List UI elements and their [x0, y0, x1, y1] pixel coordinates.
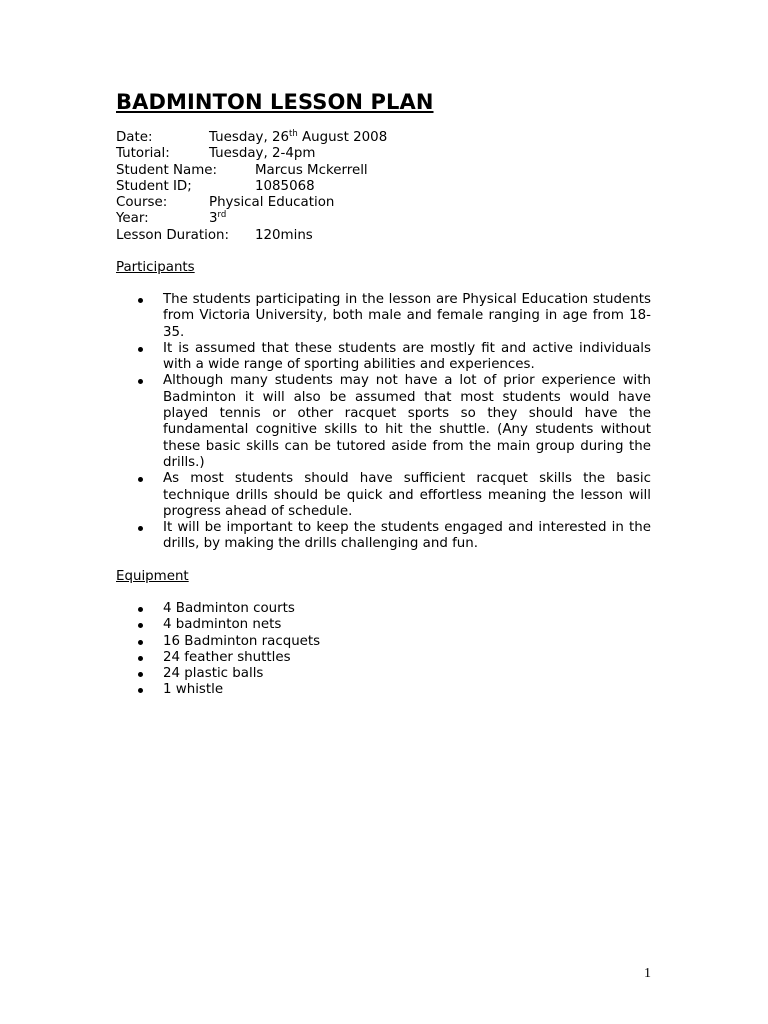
bullet-icon: [138, 640, 143, 645]
info-row-tutorial: [116, 146, 636, 162]
list-item: [116, 520, 651, 553]
info-row-date: [116, 130, 636, 146]
info-row-course: [116, 195, 636, 211]
info-row-student-id: [116, 179, 636, 195]
list-item: [116, 650, 651, 666]
bullet-icon: [138, 477, 143, 482]
list-item: [116, 682, 651, 698]
equipment-item: 4 Badminton courts: [163, 601, 295, 616]
participants-list: [116, 292, 651, 553]
equipment-item: 24 plastic balls: [163, 666, 264, 682]
year-label: Year:: [116, 211, 149, 227]
list-item: [116, 666, 651, 682]
bullet-icon: [138, 607, 143, 612]
info-row-year: [116, 211, 636, 227]
equipment-list: [116, 601, 651, 699]
tutorial-label: Tutorial:: [116, 146, 170, 162]
date-value: [209, 130, 387, 147]
course-value: Physical Education: [209, 195, 335, 211]
year-value-suffix: rd: [217, 210, 227, 221]
student-id-value: 1085068: [255, 178, 315, 194]
tutorial-value: Tuesday, 2-4pm: [209, 146, 316, 162]
equipment-item: 4 badminton nets: [163, 617, 282, 633]
bullet-icon: [138, 526, 143, 531]
bullet-icon: [138, 347, 143, 352]
bullet-icon: [138, 672, 143, 677]
list-item: [116, 617, 651, 633]
participant-note: It is assumed that these students are mostly fit and active individuals with a wide range of sporting abilities and experiences.: [163, 340, 651, 373]
student-name-label: Student Name:: [116, 162, 217, 178]
lesson-info-block: [116, 130, 636, 244]
duration-label: Lesson Duration:: [116, 227, 230, 243]
duration-value: 120mins: [255, 227, 313, 243]
participants-heading: Participants: [116, 260, 195, 275]
year-value: [209, 211, 226, 228]
page-number: 1: [644, 966, 651, 981]
list-item: [116, 634, 651, 650]
list-item: [116, 341, 651, 374]
list-item: [116, 471, 651, 520]
list-item: [116, 292, 651, 341]
info-row-student-name: [116, 163, 636, 179]
info-row-duration: [116, 228, 636, 244]
course-label: Course:: [116, 195, 168, 211]
bullet-icon: [138, 298, 143, 303]
participant-note: It will be important to keep the students engaged and interested in the drills, by making the drills challenging and fun.: [163, 520, 651, 552]
participant-note: The students participating in the lesson are Physical Education students from Victoria University, both male and female ranging in age from 18-35.: [163, 292, 651, 340]
student-name-value: Marcus Mckerrell: [255, 162, 368, 178]
equipment-item: 1 whistle: [163, 682, 224, 698]
date-value-suffix: th: [289, 129, 298, 139]
date-value-rest: August 2008: [297, 130, 388, 145]
equipment-item: 24 feather shuttles: [163, 649, 291, 665]
student-id-label: Student ID;: [116, 178, 192, 194]
year-value-main: 3: [209, 211, 218, 227]
list-item: [116, 373, 651, 471]
equipment-heading: Equipment: [116, 569, 189, 584]
date-value-main: Tuesday, 26: [209, 130, 290, 145]
bullet-icon: [138, 688, 143, 693]
participant-note: Although many students may not have a lot of prior experience with Badminton it will also be assumed that most students would have played tennis or other racquet sports so they should have the fundamental cognitive skills to hit the shuttle. (Any students without these basic skills can be tutored aside from the main group during the drills.): [163, 373, 651, 470]
bullet-icon: [138, 623, 143, 628]
participant-note: As most students should have sufficient racquet skills the basic technique drills should be quick and effortless meaning the lesson will progress ahead of schedule.: [163, 471, 651, 519]
bullet-icon: [138, 379, 143, 384]
equipment-item: 16 Badminton racquets: [163, 633, 321, 649]
list-item: [116, 601, 651, 617]
bullet-icon: [138, 656, 143, 661]
date-label: Date:: [116, 130, 153, 145]
page-title: BADMINTON LESSON PLAN: [116, 90, 434, 114]
